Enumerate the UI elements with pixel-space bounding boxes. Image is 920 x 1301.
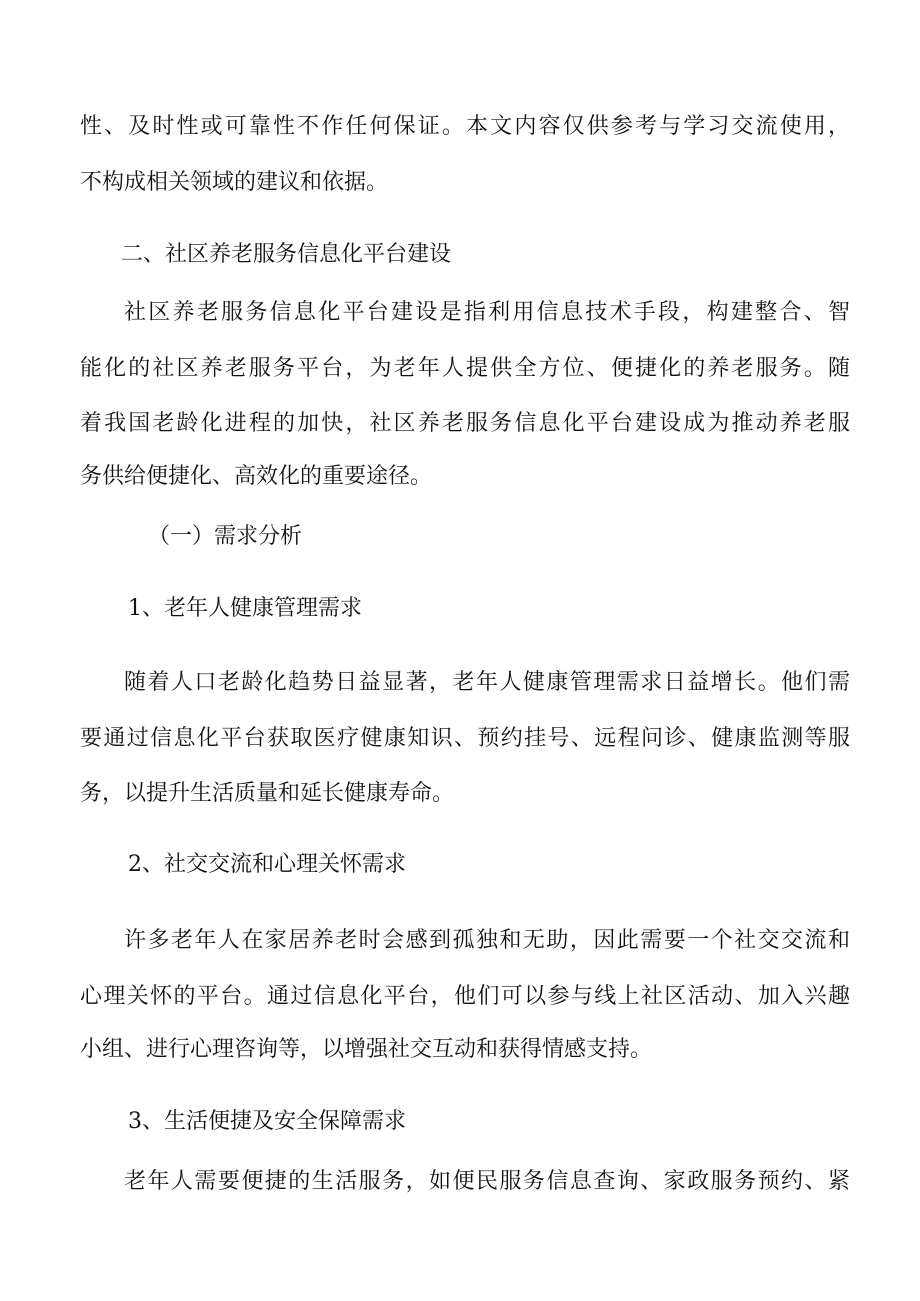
item3-line-1: 老年人需要便捷的生活服务，如便民服务信息查询、家政服务预约、紧 xyxy=(124,1169,850,1194)
item-heading-3: 3、生活便捷及安全保障需求 xyxy=(128,1109,406,1134)
intro-line-1: 性、及时性或可靠性不作任何保证。本文内容仅供参考与学习交流使用， xyxy=(80,114,850,139)
item1-line-3: 务，以提升生活质量和延长健康寿命。 xyxy=(80,781,455,806)
item2-line-1: 许多老年人在家居养老时会感到孤独和无助，因此需要一个社交交流和 xyxy=(124,928,850,953)
section2-para-line-1: 社区养老服务信息化平台建设是指利用信息技术手段，构建整合、智 xyxy=(124,300,850,325)
item2-line-3: 小组、进行心理咨询等，以增强社交互动和获得情感支持。 xyxy=(80,1037,653,1062)
section2-para-line-2: 能化的社区养老服务平台，为老年人提供全方位、便捷化的养老服务。随 xyxy=(80,356,850,381)
section-heading-2: 二、社区养老服务信息化平台建设 xyxy=(121,242,452,267)
item-heading-1: 1、老年人健康管理需求 xyxy=(128,596,362,621)
subsection-heading-1: （一）需求分析 xyxy=(148,524,303,549)
section2-para-line-3: 着我国老龄化进程的加快，社区养老服务信息化平台建设成为推动养老服 xyxy=(80,411,850,436)
item1-line-2: 要通过信息化平台获取医疗健康知识、预约挂号、远程问诊、健康监测等服 xyxy=(80,726,850,751)
section2-para-line-4: 务供给便捷化、高效化的重要途径。 xyxy=(80,464,433,489)
intro-line-2: 不构成相关领域的建议和依据。 xyxy=(80,170,389,195)
item1-line-1: 随着人口老龄化趋势日益显著，老年人健康管理需求日益增长。他们需 xyxy=(124,670,850,695)
item2-line-2: 心理关怀的平台。通过信息化平台，他们可以参与线上社区活动、加入兴趣 xyxy=(80,984,850,1009)
item-heading-2: 2、社交交流和心理关怀需求 xyxy=(128,852,406,877)
